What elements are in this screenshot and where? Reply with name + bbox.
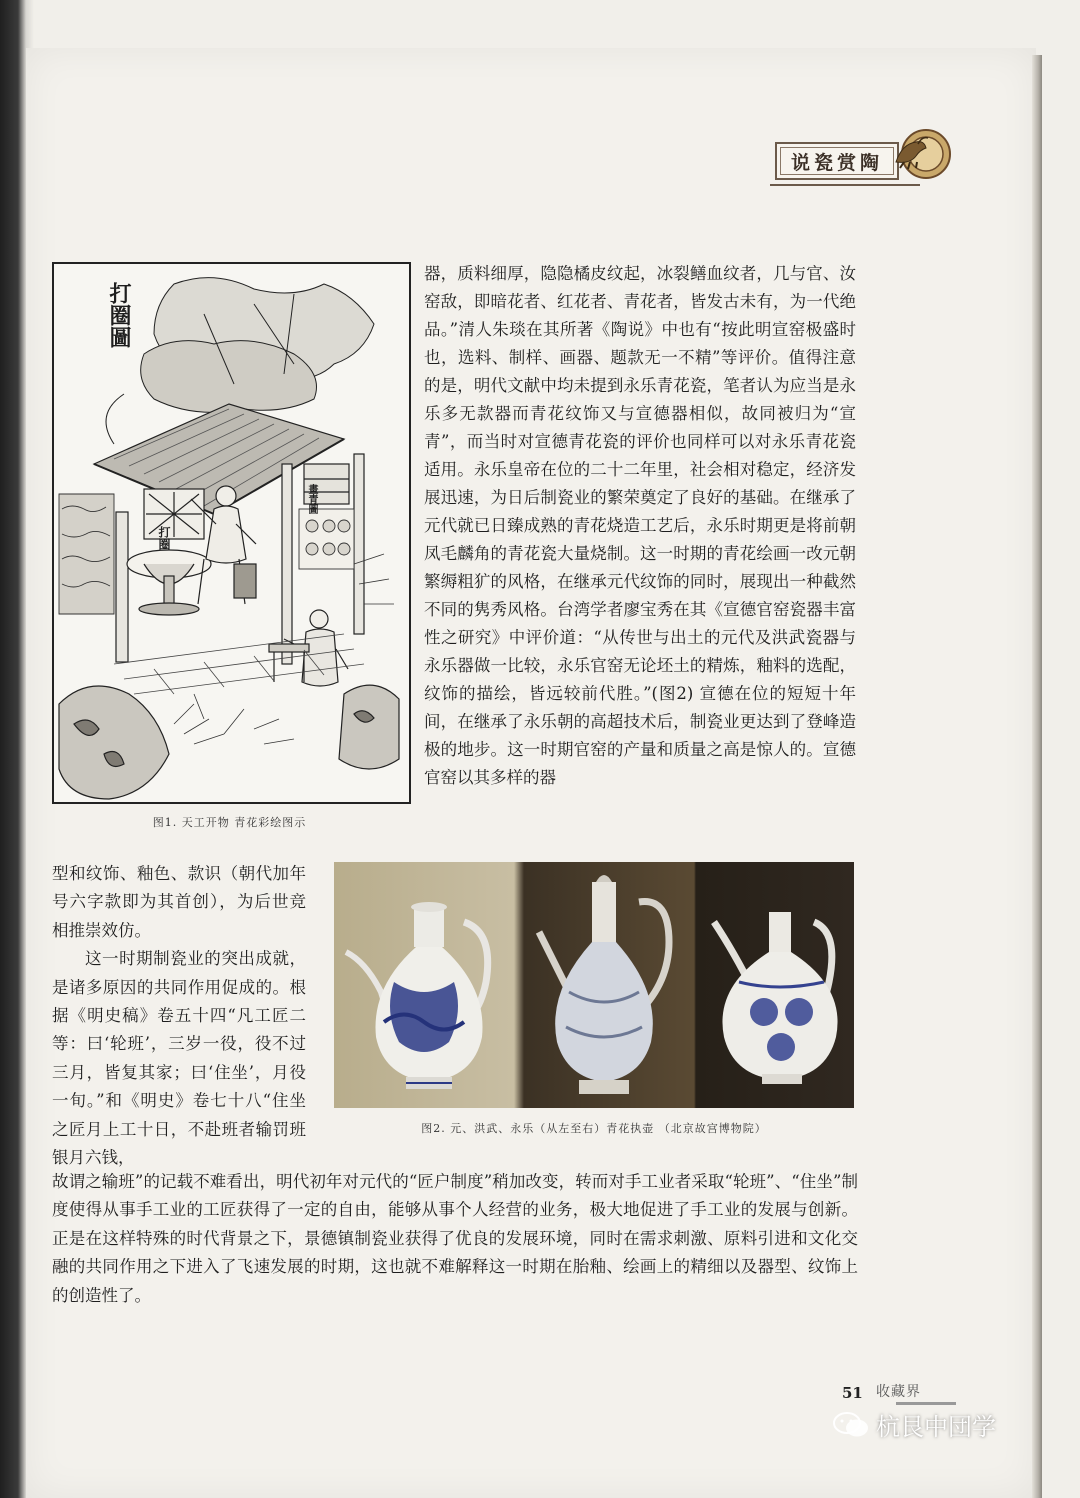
hongwu-ewer-icon	[539, 875, 669, 1094]
paragraph: 故谓之输班”的记载不难看出，明代初年对元代的“匠户制度”稍加改变，转而对手工业者采取“轮班”、“住坐”制度使得从事手工业的工匠获得了一定的自由，能够从事个人经营的业务，极大地促进了手工业的发展与创新。正是在这样特殊的时代背景之下，景德镇制瓷业获得了优良的发展环境，同时在需求刺激、原料引进和文化交融的共同作用之下进入了飞速发展的时期，这也就不难解释这一时期在胎釉、绘画上的精细以及器型、纹饰上的创造性了。	[52, 1172, 858, 1305]
ewers-photo	[334, 862, 854, 1108]
paragraph: 这一时期制瓷业的突出成就，是诸多原因的共同作用促成的。根据《明史稿》卷五十四“凡工匠二等：曰‘轮班’，三岁一役，役不过三月，皆复其家；曰‘住坐’，月役一旬。”和《明史》卷七十八“住坐之匠月上工十日，不赴班者输罚班银月六钱，	[52, 949, 306, 1168]
page-number: 51	[842, 1384, 863, 1402]
woodcut-wheel-label: 打圈	[157, 526, 171, 550]
paragraph: 器，质料细厚，隐隐橘皮纹起，冰裂鳝血纹者，几与官、汝窑敌，即暗花者、红花者、青花者，皆发古未有，为一代绝品。”清人朱琰在其所著《陶说》中也有“按此明宣窑极盛时也，选料、制样、画器、题款无一不精”等评价。值得注意的是，明代文献中均未提到永乐青花瓷，笔者认为应当是永乐多无款器而青花纹饰又与宣德器相似，故同被归为“宣青”，而当时对宣德青花瓷的评价也同样可以对永乐青花瓷适用。永乐皇帝在位的二十二年里，社会相对稳定，经济发展迅速，为日后制瓷业的繁荣奠定了良好的基础。在继承了元代就已日臻成熟的青花烧造工艺后，永乐时期更是将前朝凤毛麟角的青花瓷大量烧制。这一时期的青花绘画一改元朝繁缛粗犷的风格，在继承元代纹饰的同时，展现出一种截然不同的隽秀风格。台湾学者廖宝秀在其《宣德官窑瓷器丰富性之研究》中评价道：“从传世与出土的元代及洪武瓷器与永乐器做一比较，永乐官窑无论坯土的精炼，釉料的选配，纹饰的描绘，皆远较前代胜。”(图2) 宣德在位的短短十年间，在继承了永乐朝的高超技术后，制瓷业更达到了登峰造极的地步。这一时期官窑的产量和质量之高是惊人的。宣德官窑以其多样的器	[424, 264, 856, 787]
section-title	[775, 142, 899, 180]
qilin-seal-icon	[890, 122, 952, 184]
left-column-text	[52, 860, 306, 1172]
watermark-text: 杭艮中団学	[876, 1413, 996, 1441]
magazine-logo: 收藏界	[876, 1384, 921, 1400]
yuan-ewer-icon	[346, 902, 488, 1089]
figure-2-caption: 图2. 元、洪武、永乐（从左至右）青花执壶 （北京故宫博物院）	[421, 1122, 767, 1135]
right-column-text	[424, 260, 856, 792]
figure-2-photo	[334, 862, 854, 1108]
wechat-watermark	[832, 1407, 996, 1442]
header-rule	[770, 184, 920, 186]
section-title-text: 说瓷赏陶	[790, 151, 883, 174]
bottom-text	[52, 1168, 858, 1310]
paragraph: 型和纹饰、釉色、款识（朝代加年号六字款即为其首创），为后世竞相推崇效仿。	[52, 864, 306, 940]
footer-rule	[896, 1402, 956, 1405]
woodcut-sign-label: 畫青圖	[306, 484, 317, 514]
yongle-ewer-icon	[714, 912, 838, 1084]
figure-1-caption: 图1. 天工开物 青花彩绘图示	[152, 816, 307, 829]
woodcut-title: 打圈圖	[106, 282, 132, 348]
wechat-chat-icon	[832, 1410, 870, 1440]
page-edge	[1032, 55, 1042, 1498]
figure-1-woodcut	[52, 262, 411, 804]
